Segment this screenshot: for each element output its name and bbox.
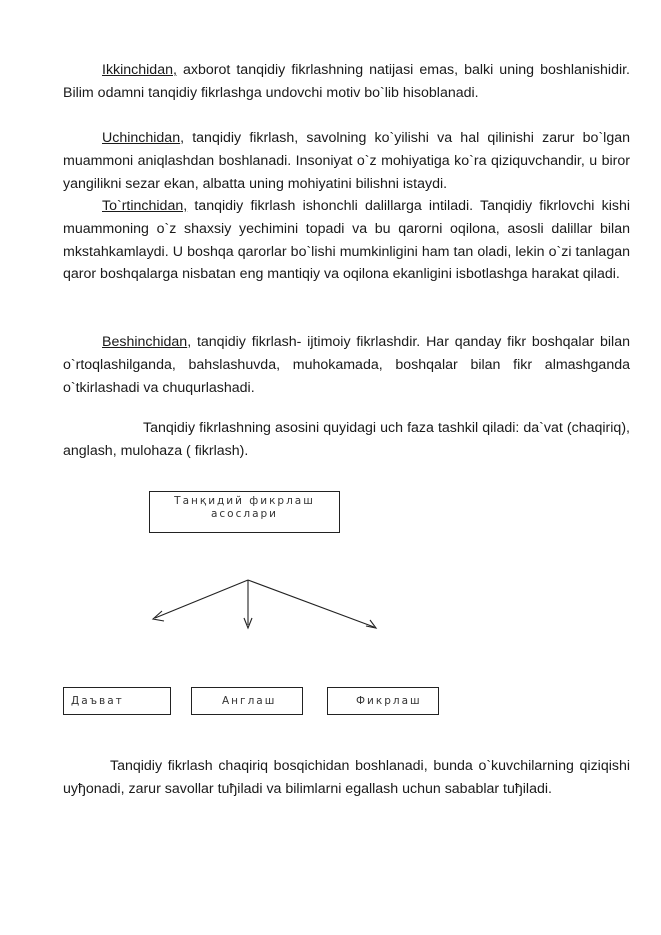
paragraph-text: Tanqidiy fikrlashning asosini quyidagi uch faza tashkil qiladi: da`vat (chaqiriq), anglash, mulohaza ( fikrlash). [63,420,630,459]
diagram-root-line-1: Танқидий фикрлаш [174,495,315,507]
diagram-root-line-2: асослари [210,508,279,520]
phase-box-fikrlash [327,687,439,715]
paragraph-text: , tanqidiy fikrlash- ijtimoiy fikrlashdir. Har qanday fikr boshqalar bilan o`rtoqlashilganda, bahslashuvda, muhokamada, boshqalar bilan fikr almashganda o`tkirlashadi va chuqurlashadi. [63,334,630,396]
phase-label: Англаш [222,695,277,707]
phase-label: Даъват [71,695,124,707]
term-ikkinchidan: Ikkinchidan, [102,62,177,78]
phase-box-anglash [191,687,303,715]
term-tortinchidan: To`rtinchidan, [102,198,188,214]
paragraph-chaqiriq [63,755,630,801]
term-beshinchidan: Beshinchidan [102,334,188,350]
arrow-left [155,580,248,618]
paragraph-text: axborot tanqidiy fikrlashning natijasi emas, balki uning boshlanishidir. Bilim odamni tanqidiy fikrlashga undovchi motiv bo`lib hisoblanadi. [63,62,630,101]
phase-box-davat [63,687,171,715]
phase-label: Фикрлаш [356,695,422,707]
paragraph-text: , tanqidiy fikrlash, savolning ko`yilishi va hal qilinishi zarur bo`lgan muammoni aniqlashdan boshlanadi. Insoniyat o`z mohiyatiga ko`ra qiziquvchandir, u biror yangilikni sezar ekan, albatta uning mohiyatini bilishni istaydi. [63,130,630,192]
arrow-right [248,580,374,627]
paragraph-text: tanqidiy fikrlash ishonchli dalillarga intiladi. Tanqidiy fikrlovchi kishi muammoning o`z shaxsiy yechimini topadi va bu qarorni oqilona, asosli dalillar bilan mkstahkamlaydi. U boshqa qarorlar bo`lishi mumkinligini ham tan oladi, lekin o`zi tanlagan qaror boshqalarga nisbatan eng mantiqiy va oqilona ekanligini isbotlashga harakat qiladi. [63,198,630,283]
paragraph-text: Tanqidiy fikrlash chaqiriq bosqichidan boshlanadi, bunda o`kuvchilarning qiziqishi uyђonadi, zarur savollar tuђiladi va bilimlarni egallash uchun sabablar tuђiladi. [63,758,630,797]
term-uchinchidan: Uchinchidan [102,130,181,146]
